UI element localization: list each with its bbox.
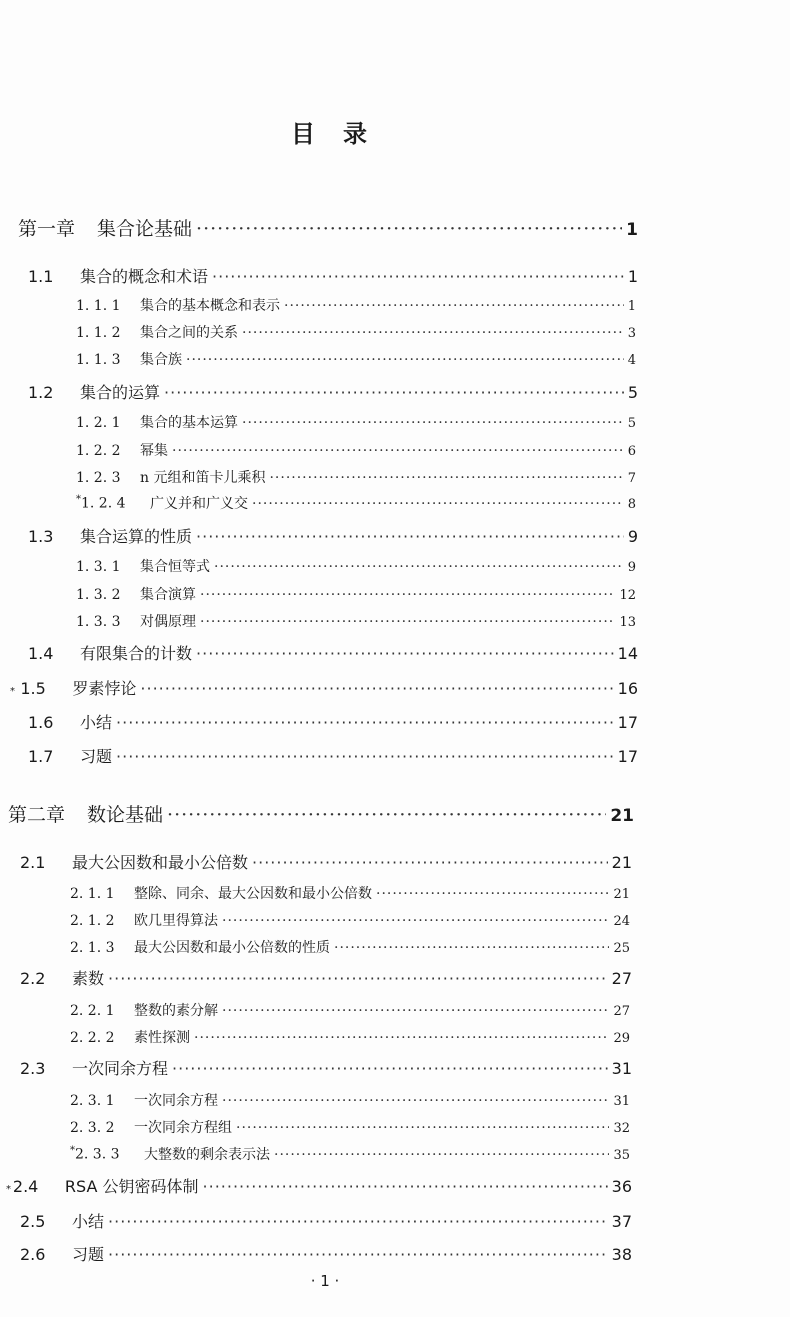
dot-leader bbox=[222, 913, 609, 929]
subsection-page: 5 bbox=[627, 416, 636, 431]
subsection-number: 1. 2. 2 bbox=[76, 443, 121, 459]
optional-mark: * bbox=[76, 494, 81, 506]
subsection-title: 整除、同余、最大公因数和最小公倍数 bbox=[134, 886, 372, 902]
subsection-number: 2. 1. 1 bbox=[70, 886, 115, 902]
subsection-page: 31 bbox=[613, 1094, 630, 1109]
toc-subsection-2-2-2[interactable] bbox=[70, 1027, 630, 1047]
subsection-page: 21 bbox=[613, 887, 630, 902]
subsection-number: 2. 2. 1 bbox=[70, 1003, 115, 1019]
subsection-number: 2. 3. 1 bbox=[70, 1093, 115, 1109]
section-title: 最大公因数和最小公倍数 bbox=[72, 853, 249, 872]
dot-leader bbox=[196, 527, 624, 546]
subsection-title: 广义并和广义交 bbox=[150, 496, 248, 512]
section-page: 14 bbox=[617, 644, 638, 663]
dot-leader bbox=[172, 1059, 608, 1078]
dot-leader bbox=[214, 559, 624, 575]
toc-subsection-2-3-1[interactable] bbox=[70, 1090, 630, 1110]
dot-leader bbox=[116, 747, 614, 766]
dot-leader bbox=[172, 443, 624, 459]
subsection-title: 一次同余方程组 bbox=[134, 1120, 232, 1136]
section-title: 有限集合的计数 bbox=[80, 644, 193, 663]
subsection-number bbox=[70, 1145, 134, 1163]
section-title: RSA 公钥密码体制 bbox=[64, 1177, 199, 1196]
section-number: 2.4 bbox=[12, 1177, 39, 1196]
section-number: 2.2 bbox=[20, 969, 46, 988]
section-title: 罗素悖论 bbox=[72, 679, 137, 698]
toc-chapter-2[interactable] bbox=[8, 800, 634, 827]
subsection-number: 2. 1. 2 bbox=[70, 913, 115, 929]
subsection-page: 32 bbox=[613, 1121, 630, 1136]
toc-section-2-1[interactable] bbox=[20, 850, 632, 873]
subsection-page: 12 bbox=[619, 588, 636, 603]
toc-section-2-2[interactable] bbox=[20, 966, 632, 989]
dot-leader bbox=[269, 470, 623, 486]
toc-subsection-2-2-1[interactable] bbox=[70, 1000, 630, 1020]
subsection-number: 2. 2. 2 bbox=[70, 1030, 115, 1046]
dot-leader bbox=[252, 853, 608, 872]
section-number: 2.1 bbox=[20, 853, 46, 872]
section-page: 9 bbox=[627, 527, 638, 546]
toc-section-1-7[interactable] bbox=[28, 744, 638, 767]
toc-section-2-5[interactable] bbox=[20, 1209, 632, 1232]
subsection-page: 4 bbox=[627, 353, 636, 368]
dot-leader bbox=[203, 1177, 608, 1196]
dot-leader bbox=[200, 587, 615, 603]
section-title: 小结 bbox=[72, 1212, 105, 1231]
subsection-number-value: 2. 3. 3 bbox=[75, 1147, 120, 1163]
subsection-page: 1 bbox=[627, 299, 636, 314]
subsection-title: 集合之间的关系 bbox=[140, 325, 238, 341]
dot-leader bbox=[196, 644, 614, 663]
subsection-number: 2. 1. 3 bbox=[70, 940, 115, 956]
toc-subsection-2-3-3[interactable] bbox=[70, 1144, 630, 1164]
subsection-page: 35 bbox=[613, 1148, 630, 1163]
dot-leader bbox=[242, 415, 624, 431]
optional-mark: * bbox=[6, 1184, 11, 1195]
subsection-page: 27 bbox=[613, 1004, 630, 1019]
subsection-page: 29 bbox=[613, 1031, 630, 1046]
toc-subsection-1-3-3[interactable] bbox=[76, 611, 636, 631]
dot-leader bbox=[108, 1212, 608, 1231]
subsection-number: 1. 1. 2 bbox=[76, 325, 121, 341]
subsection-page: 24 bbox=[613, 914, 630, 929]
section-title: 集合的概念和术语 bbox=[80, 267, 209, 286]
dot-leader bbox=[274, 1147, 609, 1163]
section-page: 17 bbox=[617, 713, 638, 732]
section-number: 1.2 bbox=[28, 383, 54, 402]
dot-leader bbox=[222, 1093, 609, 1109]
toc-subsection-1-3-2[interactable] bbox=[76, 584, 636, 604]
subsection-page: 9 bbox=[627, 560, 636, 575]
subsection-title: 整数的素分解 bbox=[134, 1003, 218, 1019]
subsection-title: 集合族 bbox=[140, 352, 182, 368]
subsection-number: 1. 1. 1 bbox=[76, 298, 121, 314]
dot-leader bbox=[196, 218, 622, 240]
section-page: 36 bbox=[611, 1177, 632, 1196]
subsection-title: 欧几里得算法 bbox=[134, 913, 218, 929]
toc-section-1-4[interactable] bbox=[28, 641, 638, 664]
section-page: 17 bbox=[617, 747, 638, 766]
toc-subsection-2-1-1[interactable] bbox=[70, 883, 630, 903]
section-page: 37 bbox=[611, 1212, 632, 1231]
subsection-number: 1. 2. 3 bbox=[76, 470, 121, 486]
subsection-title: 集合的基本概念和表示 bbox=[140, 298, 280, 314]
dot-leader bbox=[200, 614, 615, 630]
section-title: 集合运算的性质 bbox=[80, 527, 193, 546]
section-title: 习题 bbox=[72, 1245, 105, 1264]
dot-leader bbox=[108, 969, 608, 988]
chapter-number: 第一章 bbox=[18, 218, 76, 240]
page-number-footer: · 1 · bbox=[310, 1272, 340, 1290]
toc-subsection-1-1-2[interactable] bbox=[76, 322, 636, 342]
dot-leader bbox=[194, 1030, 609, 1046]
toc-subsection-2-1-3[interactable] bbox=[70, 937, 630, 957]
subsection-number: 2. 3. 2 bbox=[70, 1120, 115, 1136]
subsection-title: 大整数的剩余表示法 bbox=[144, 1147, 270, 1163]
section-page: 31 bbox=[611, 1059, 632, 1078]
optional-mark: * bbox=[70, 1145, 75, 1157]
subsection-title: n 元组和笛卡儿乘积 bbox=[140, 470, 266, 486]
subsection-page: 13 bbox=[619, 615, 636, 630]
subsection-title: 素性探测 bbox=[134, 1030, 190, 1046]
section-number: 1.6 bbox=[28, 713, 54, 732]
toc-subsection-1-2-1[interactable] bbox=[76, 412, 636, 432]
toc-subsection-1-1-1[interactable] bbox=[76, 295, 636, 315]
toc-subsection-1-2-2[interactable] bbox=[76, 440, 636, 460]
section-page: 16 bbox=[617, 679, 638, 698]
dot-leader bbox=[116, 713, 614, 732]
dot-leader bbox=[222, 1003, 609, 1019]
dot-leader bbox=[212, 267, 624, 286]
section-number: 2.5 bbox=[20, 1212, 46, 1231]
subsection-number: 1. 3. 2 bbox=[76, 587, 121, 603]
dot-leader bbox=[376, 886, 609, 902]
toc-subsection-1-2-3[interactable] bbox=[76, 467, 636, 487]
optional-mark: * bbox=[10, 686, 15, 697]
dot-leader bbox=[242, 325, 624, 341]
chapter-page: 1 bbox=[626, 220, 638, 240]
dot-leader bbox=[164, 383, 624, 402]
section-number: 2.6 bbox=[20, 1245, 46, 1264]
toc-section-2-3[interactable] bbox=[20, 1056, 632, 1079]
subsection-title: 集合的基本运算 bbox=[140, 415, 238, 431]
section-title: 小结 bbox=[80, 713, 113, 732]
subsection-number: 1. 3. 1 bbox=[76, 559, 121, 575]
subsection-number: 1. 2. 1 bbox=[76, 415, 121, 431]
section-page: 27 bbox=[611, 969, 632, 988]
chapter-title: 集合论基础 bbox=[97, 218, 193, 240]
section-title: 集合的运算 bbox=[80, 383, 161, 402]
subsection-title: 一次同余方程 bbox=[134, 1093, 218, 1109]
section-number: 1.7 bbox=[28, 747, 54, 766]
subsection-page: 7 bbox=[627, 471, 636, 486]
chapter-title: 数论基础 bbox=[87, 804, 164, 826]
toc-subsection-1-3-1[interactable] bbox=[76, 556, 636, 576]
dot-leader bbox=[140, 679, 613, 698]
toc-subsection-2-1-2[interactable] bbox=[70, 910, 630, 930]
toc-section-1-2[interactable] bbox=[28, 380, 638, 403]
toc-chapter-1[interactable] bbox=[18, 214, 638, 241]
dot-leader bbox=[252, 496, 624, 512]
section-number: 2.3 bbox=[20, 1059, 46, 1078]
toc-subsection-1-2-4[interactable] bbox=[76, 493, 636, 513]
section-number: 1.1 bbox=[28, 267, 54, 286]
section-number: 1.3 bbox=[28, 527, 54, 546]
subsection-title: 集合演算 bbox=[140, 587, 196, 603]
subsection-page: 3 bbox=[627, 326, 636, 341]
chapter-page: 21 bbox=[610, 806, 634, 826]
subsection-page: 6 bbox=[627, 444, 636, 459]
section-title: 习题 bbox=[80, 747, 113, 766]
subsection-number bbox=[76, 494, 140, 512]
subsection-title: 对偶原理 bbox=[140, 614, 196, 630]
section-page: 1 bbox=[627, 267, 638, 286]
dot-leader bbox=[334, 940, 609, 956]
subsection-page: 25 bbox=[613, 941, 630, 956]
section-number: 1.4 bbox=[28, 644, 54, 663]
toc-section-1-3[interactable] bbox=[28, 524, 638, 547]
toc-section-1-5[interactable] bbox=[10, 676, 638, 699]
dot-leader bbox=[284, 298, 624, 314]
subsection-number: 1. 3. 3 bbox=[76, 614, 121, 630]
section-number: 1.5 bbox=[20, 679, 46, 698]
subsection-title: 集合恒等式 bbox=[140, 559, 210, 575]
dot-leader bbox=[108, 1245, 608, 1264]
toc-section-2-4[interactable] bbox=[6, 1174, 632, 1197]
toc-section-1-1[interactable] bbox=[28, 264, 638, 287]
subsection-page: 8 bbox=[627, 497, 636, 512]
toc-subsection-2-3-2[interactable] bbox=[70, 1117, 630, 1137]
section-page: 5 bbox=[627, 383, 638, 402]
subsection-number: 1. 1. 3 bbox=[76, 352, 121, 368]
dot-leader bbox=[167, 804, 606, 826]
page-title: 目 录 bbox=[291, 120, 369, 148]
section-title: 一次同余方程 bbox=[72, 1059, 169, 1078]
dot-leader bbox=[236, 1120, 609, 1136]
toc-section-1-6[interactable] bbox=[28, 710, 638, 733]
dot-leader bbox=[186, 352, 624, 368]
subsection-title: 最大公因数和最小公倍数的性质 bbox=[134, 940, 330, 956]
toc-section-2-6[interactable] bbox=[20, 1242, 632, 1265]
toc-subsection-1-1-3[interactable] bbox=[76, 349, 636, 369]
chapter-number: 第二章 bbox=[8, 804, 66, 826]
subsection-number-value: 1. 2. 4 bbox=[81, 496, 126, 512]
section-page: 21 bbox=[611, 853, 632, 872]
subsection-title: 幂集 bbox=[140, 443, 168, 459]
section-page: 38 bbox=[611, 1245, 632, 1264]
section-title: 素数 bbox=[72, 969, 105, 988]
